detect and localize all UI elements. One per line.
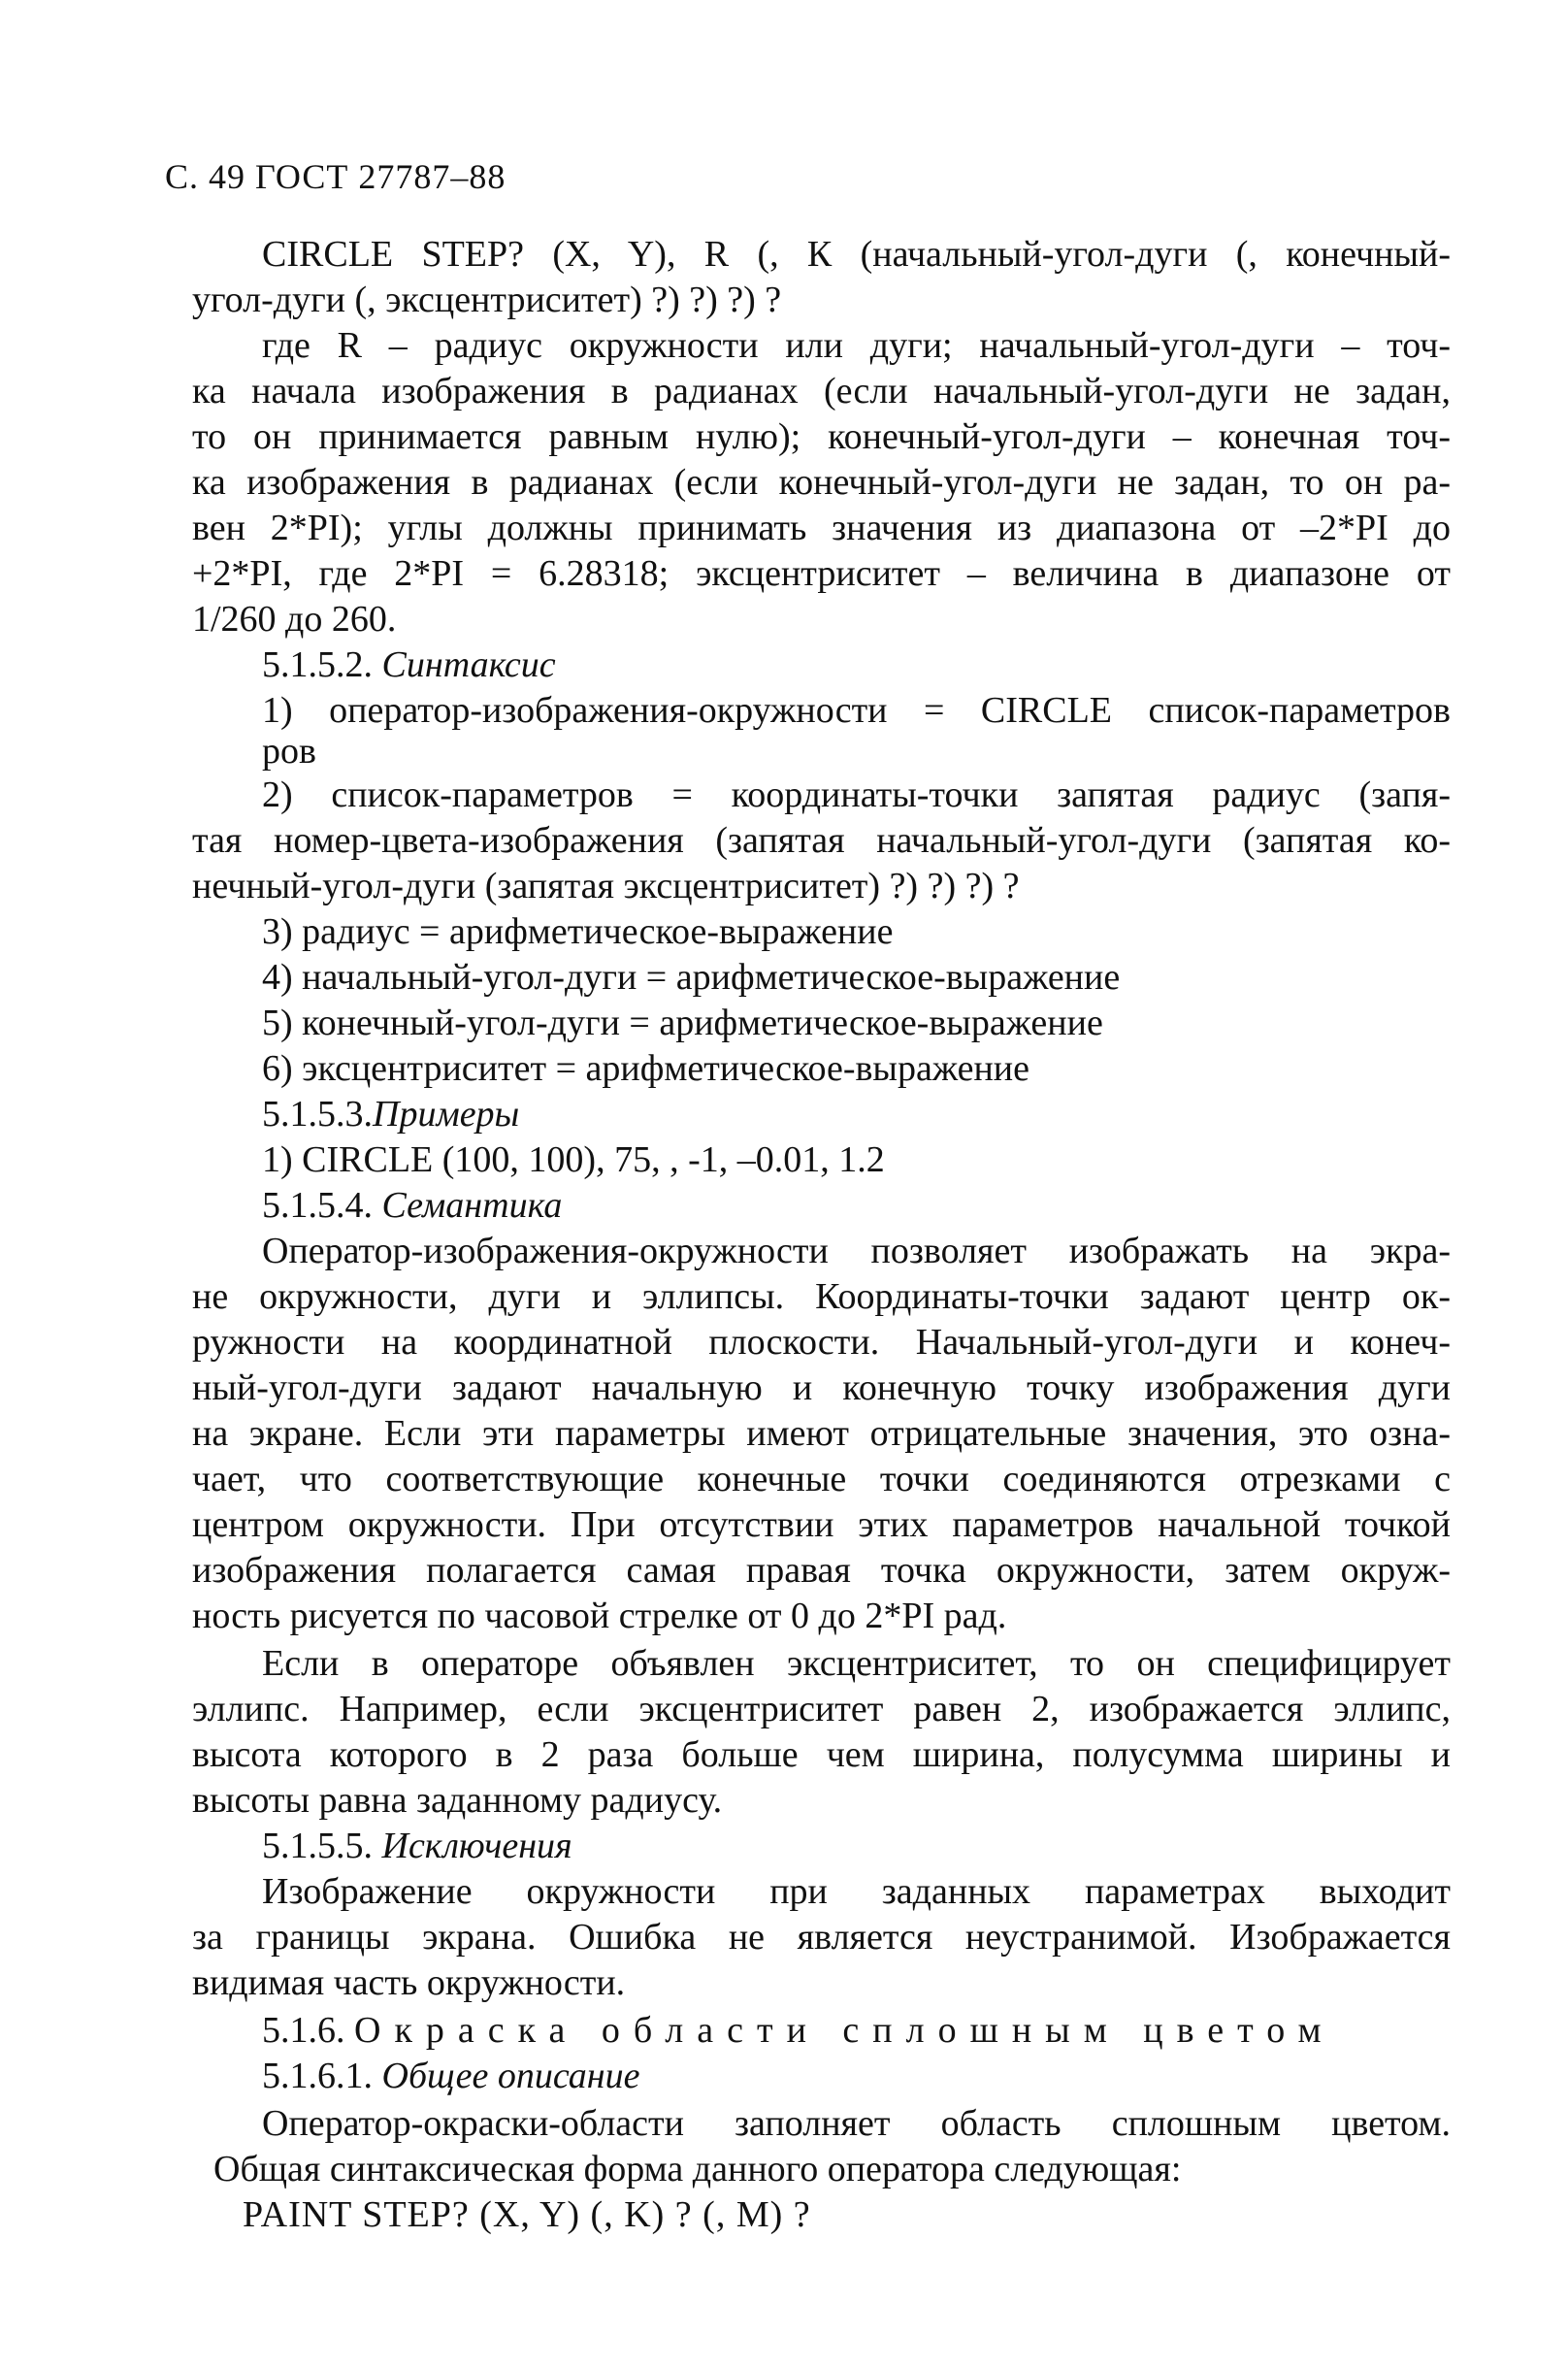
where-line-6: +2*PI, где 2*PI = 6.28318; эксцентриситет – величина в диапазоне от [192,553,1451,594]
exceptions-heading-number: 5.1.5.5. [262,1826,373,1866]
syntax-rule-2-line-2: тая номер-цвета-изображения (запятая начальный-угол-дуги (запятая ко- [192,820,1451,861]
semantics-p1-line-4: ный-угол-дуги задают начальную и конечную точку изображения дуги [192,1367,1451,1408]
circle-syntax-line-2: угол-дуги (, эксцентриситет) ?) ?) ?) ? [192,280,782,320]
syntax-rule-1-line-1: 1) оператор-изображения-окружности = CIRCLE список-параметров [262,690,1451,731]
paint-line-1: Оператор-окраски-области заполняет область сплошным цветом. [262,2103,1451,2144]
exceptions-heading [262,1825,572,1867]
syntax-heading-number: 5.1.5.2. [262,644,373,685]
syntax-rule-5: 5) конечный-угол-дуги = арифметическое-выражение [262,1003,1103,1043]
paint-desc-title: Общее описание [381,2056,640,2096]
semantics-heading-number: 5.1.5.4. [262,1185,373,1226]
syntax-rule-6: 6) эксцентриситет = арифметическое-выражение [262,1048,1029,1089]
paint-section-number: 5.1.6. [262,2010,345,2051]
examples-heading [262,1093,519,1136]
syntax-rule-1-line-2: ров [262,731,316,772]
semantics-p2-line-3: высота которого в 2 раза больше чем ширина, полусумма ширины и [192,1734,1451,1775]
semantics-p1-line-6: чает, что соответствующие конечные точки соединяются отрезками с [192,1459,1451,1499]
semantics-p2-line-2: эллипс. Например, если эксцентриситет равен 2, изображается эллипс, [192,1689,1451,1729]
paint-line-2: Общая синтаксическая форма данного оператора следующая: [213,2149,1182,2189]
paint-syntax: PAINT STEP? (X, Y) (, K) ? (, M) ? [243,2194,811,2235]
semantics-p1-line-7: центром окружности. При отсутствии этих параметров начальной точкой [192,1504,1451,1545]
semantics-p2-line-4: высоты равна заданному радиусу. [192,1780,723,1821]
exceptions-line-2: за границы экрана. Ошибка не является неустранимой. Изображается [192,1917,1451,1958]
syntax-rule-2-line-3: нечный-угол-дуги (запятая эксцентриситет) ?) ?) ?) ? [192,866,1020,906]
examples-heading-title: Примеры [373,1094,520,1135]
exceptions-line-3: видимая часть окружности. [192,1962,626,2003]
semantics-p1-line-9: ность рисуется по часовой стрелке от 0 до 2*PI рад. [192,1596,1007,1636]
exceptions-heading-title: Исключения [381,1826,572,1866]
where-line-1: где R – радиус окружности или дуги; начальный-угол-дуги – точ- [262,325,1451,366]
circle-syntax-line-1: CIRCLE STEP? (X, Y), R (, К (начальный-угол-дуги (, конечный- [262,234,1451,275]
where-line-2: ка начала изображения в радианах (если начальный-угол-дуги не задан, [192,371,1451,411]
paint-desc-heading [262,2055,640,2097]
syntax-heading-title: Синтаксис [381,644,556,685]
where-line-7: 1/260 до 260. [192,599,397,640]
semantics-heading-title: Семантика [381,1185,563,1226]
semantics-p1-line-8: изображения полагается самая правая точка окружности, затем окруж- [192,1550,1451,1591]
paint-section-heading [262,2009,1335,2052]
syntax-rule-2-line-1: 2) список-параметров = координаты-точки запятая радиус (запя- [262,774,1451,815]
paint-section-title: Окраска области сплошным цветом [354,2010,1335,2051]
syntax-heading [262,643,556,686]
examples-heading-number: 5.1.5.3. [262,1094,373,1135]
where-line-3: то он принимается равным нулю); конечный-угол-дуги – конечная точ- [192,416,1451,457]
semantics-p2-line-1: Если в операторе объявлен эксцентриситет, то он специфицирует [262,1643,1451,1684]
where-line-4: ка изображения в радианах (если конечный-угол-дуги не задан, то он ра- [192,462,1451,503]
semantics-p1-line-3: ружности на координатной плоскости. Начальный-угол-дуги и конеч- [192,1322,1451,1363]
syntax-rule-4: 4) начальный-угол-дуги = арифметическое-выражение [262,957,1121,998]
page-header: С. 49 ГОСТ 27787–88 [165,157,506,196]
semantics-p1-line-1: Оператор-изображения-окружности позволяет изображать на экра- [262,1231,1451,1271]
semantics-p1-line-2: не окружности, дуги и эллипсы. Координаты-точки задают центр ок- [192,1276,1451,1317]
syntax-rule-3: 3) радиус = арифметическое-выражение [262,911,894,952]
semantics-heading [262,1184,562,1227]
example-1: 1) CIRCLE (100, 100), 75, , -1, –0.01, 1.2 [262,1139,885,1180]
exceptions-line-1: Изображение окружности при заданных параметрах выходит [262,1871,1451,1912]
paint-desc-number: 5.1.6.1. [262,2056,373,2096]
where-line-5: вен 2*PI); углы должны принимать значения из диапазона от –2*PI до [192,508,1451,548]
semantics-p1-line-5: на экране. Если эти параметры имеют отрицательные значения, это озна- [192,1413,1451,1454]
